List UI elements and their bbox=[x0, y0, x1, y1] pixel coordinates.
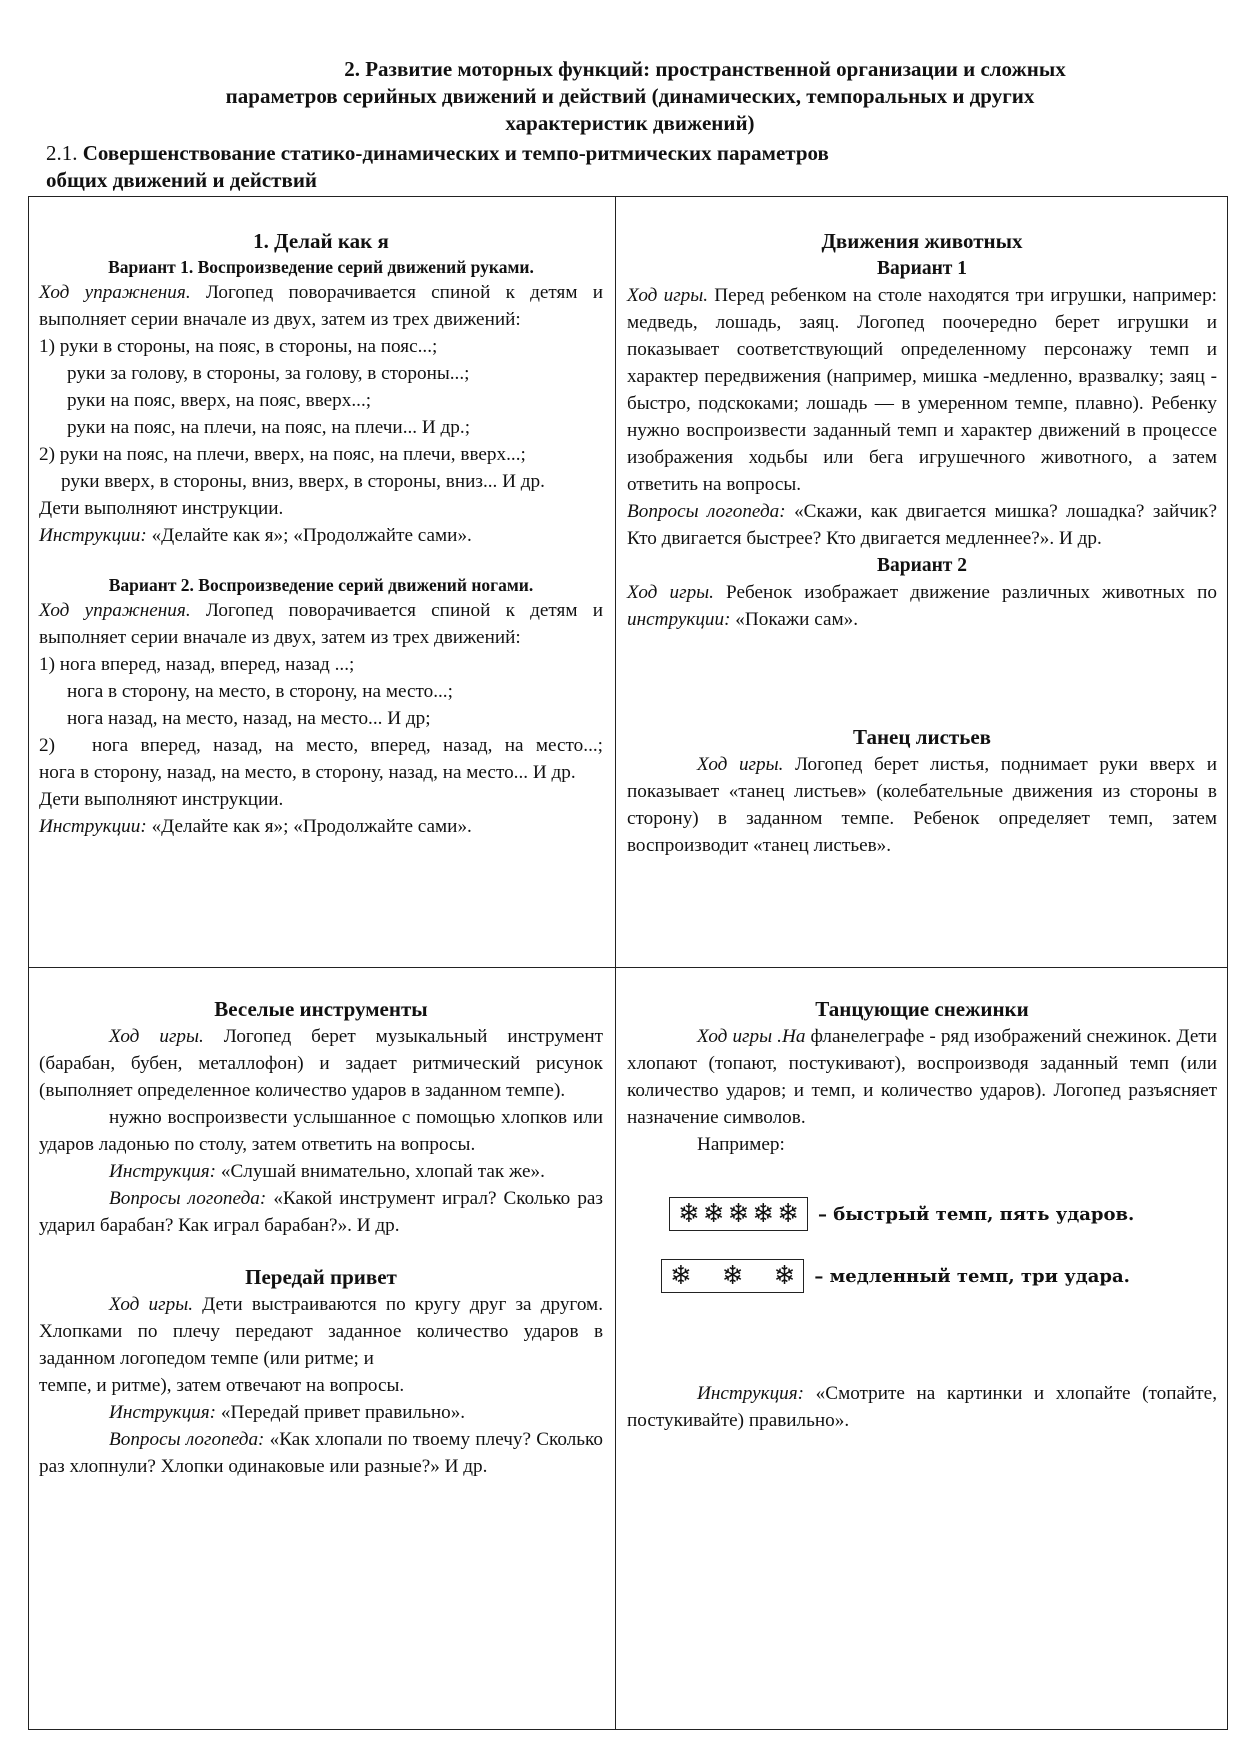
course-text: Логопед поворачивается спиной к детям и выполняет серии вначале из двух, затем из трех движений: bbox=[39, 282, 603, 330]
subsection-title-line: Совершенствование статико-динамических и темпо-ритмических параметров bbox=[82, 141, 829, 165]
list-item: руки за голову, в стороны, за голову, в стороны...; bbox=[67, 363, 470, 384]
course-label: Ход игры. bbox=[697, 754, 784, 775]
subsection-number: 2.1. bbox=[46, 141, 78, 165]
course-text: Перед ребенком на столе находятся три игрушки, например: медведь, лошадь, заяц. Логопед поочередно берет игрушки и показывает соответствующий определенному персонажу темп и характер передвижения (например, мишка -медленно, вразвалку; заяц - быстро, подскоками; лошадь — в умеренном темпе, плавно). Ребенку нужно воспроизвести заданный темп и характер движений в процессе изображения ходьбы или бега игрушечного животного, а затем ответить на вопросы. bbox=[627, 285, 1217, 495]
course-text: фланелеграфе - ряд изображений снежинок. Дети хлопают (топают, постукивают), воспроизводя заданный темп (или количество ударов; и темп, и количество ударов). Логопед разъясняет назначение символов. bbox=[627, 1026, 1217, 1128]
course-label: Ход игры .На bbox=[697, 1026, 806, 1047]
list-item: руки на пояс, на плечи, на пояс, на плечи... И др.; bbox=[67, 417, 471, 438]
instructions-label: Инструкция: bbox=[697, 1383, 805, 1404]
instructions-label: инструкции: bbox=[627, 609, 731, 630]
questions-label: Вопросы логопеда: bbox=[109, 1188, 267, 1209]
cell-merry-instruments bbox=[39, 995, 603, 1480]
instructions-text: «Покажи сам». bbox=[730, 609, 859, 630]
tempo-symbol-slow bbox=[661, 1256, 1217, 1296]
exercise-title: Движения животных bbox=[821, 229, 1023, 253]
course-text: Логопед берет музыкальный инструмент (барабан, бубен, металлофон) и задает ритмический рисунок (выполняет определенное количество ударов в заданном темпе). bbox=[39, 1026, 603, 1101]
exercise-title: Танец листьев bbox=[852, 725, 992, 749]
column-divider bbox=[615, 197, 616, 1729]
instructions-text: «Слушай внимательно, хлопай так же». bbox=[216, 1161, 545, 1182]
instructions-label: Инструкция: bbox=[109, 1402, 217, 1423]
game-course bbox=[627, 751, 1217, 859]
snowflake-icon: ❄ bbox=[721, 1261, 744, 1290]
exercise-course bbox=[39, 279, 603, 333]
course-text: Логопед берет листья, поднимает руки вверх и показывает «танец листьев» (колебательные движения из стороны в сторону) в заданном темпе. Ребенок определяет темп, затем воспроизводит «танец листьев». bbox=[627, 754, 1217, 856]
list-item: руки вверх, в стороны, вниз, вверх, в стороны, вниз... И др. bbox=[61, 471, 545, 492]
instructions-text: «Передай привет правильно». bbox=[216, 1402, 466, 1423]
instructions-label: Инструкции: bbox=[39, 525, 147, 546]
section-title-line: параметров серийных движений и действий (динамических, темпоральных и других bbox=[225, 84, 1035, 108]
course-label: Ход игры. bbox=[109, 1294, 194, 1315]
instructions bbox=[627, 1380, 1217, 1434]
snowflake-icon: ❄ bbox=[777, 1199, 799, 1228]
instructions bbox=[39, 1399, 603, 1426]
game-course bbox=[39, 1291, 603, 1372]
cell-animal-movements bbox=[627, 227, 1217, 859]
task-text: нужно воспроизвести услышанное с помощью хлопков или ударов ладонью по столу, затем ответить на вопросы. bbox=[39, 1107, 603, 1155]
instructions-text: «Смотрите на картинки и хлопайте (топайте, постукивайте) правильно». bbox=[627, 1383, 1217, 1431]
instructions-label: Инструкции: bbox=[39, 816, 147, 837]
snowflake-icon: ❄ bbox=[670, 1261, 692, 1290]
tempo-symbol-fast bbox=[669, 1194, 1217, 1234]
list-item: нога в сторону, на место, в сторону, на место...; bbox=[67, 681, 453, 702]
example-text: Например: bbox=[697, 1134, 785, 1155]
game-course-cont: темпе, и ритме), затем отвечают на вопросы. bbox=[39, 1375, 405, 1396]
snowflake-icon: ❄ bbox=[678, 1199, 700, 1228]
questions-label: Вопросы логопеда: bbox=[109, 1429, 265, 1450]
game-course bbox=[627, 282, 1217, 498]
course-label: Ход упражнения. bbox=[39, 600, 191, 621]
list-item: 2) нога вперед, назад, на место, вперед, назад, на место...; нога в сторону, назад, на место, в сторону, назад, на место... И др. bbox=[39, 735, 714, 783]
cell-dancing-snowflakes bbox=[627, 995, 1217, 1434]
questions bbox=[39, 1185, 603, 1239]
list-item: руки на пояс, вверх, на пояс, вверх...; bbox=[67, 390, 372, 411]
variant-heading: Вариант 1 bbox=[876, 258, 968, 279]
course-label: Ход упражнения. bbox=[39, 282, 191, 303]
row-divider bbox=[29, 967, 1227, 968]
questions bbox=[39, 1426, 603, 1480]
course-text: Дети выстраиваются по кругу друг за другом. Хлопками по плечу передают заданное количество ударов в заданном логопедом темпе (или ритме; и bbox=[39, 1294, 603, 1369]
instructions bbox=[39, 1158, 603, 1185]
snowflake-icon: ❄ bbox=[752, 1199, 775, 1228]
course-label: Ход игры. bbox=[627, 285, 709, 306]
game-course bbox=[39, 1023, 603, 1104]
subsection-title-line: общих движений и действий bbox=[46, 168, 318, 192]
exercise-course bbox=[39, 597, 603, 651]
questions-label: Вопросы логопеда: bbox=[627, 501, 786, 522]
questions-text: «Скажи, как двигается мишка? лошадка? зайчик? Кто двигается быстрее? Кто двигается медленнее?». И др. bbox=[627, 501, 1217, 549]
variant-heading: Вариант 2 bbox=[876, 555, 968, 576]
exercise-title: Передай привет bbox=[245, 1265, 397, 1289]
section-title bbox=[0, 56, 1240, 137]
tempo-label: – медленный темп, три удара. bbox=[814, 1265, 1130, 1287]
questions-text: «Какой инструмент играл? Сколько раз ударил барабан? Как играл барабан?». И др. bbox=[39, 1188, 604, 1236]
instructions-text: «Делайте как я»; «Продолжайте сами». bbox=[146, 816, 472, 837]
list-item: нога назад, на место, назад, на место... И др; bbox=[67, 708, 431, 729]
variant-heading: Вариант 2. Воспроизведение серий движений ногами. bbox=[108, 575, 534, 595]
questions-text: «Как хлопали по твоему плечу? Сколько раз хлопнули? Хлопки одинаковые или разные?» И др. bbox=[39, 1429, 604, 1477]
section-title-line: 2. Развитие моторных функций: пространственной организации и сложных bbox=[344, 57, 1066, 81]
questions bbox=[627, 498, 1217, 552]
exercise-title: 1. Делай как я bbox=[253, 229, 389, 253]
course-label: Ход игры. bbox=[627, 582, 714, 603]
game-task bbox=[39, 1104, 603, 1158]
variant-heading: Вариант 1. Воспроизведение серий движений руками. bbox=[108, 257, 534, 277]
children-note: Дети выполняют инструкции. bbox=[39, 498, 284, 519]
children-note: Дети выполняют инструкции. bbox=[39, 789, 284, 810]
list-item: 1) руки в стороны, на пояс, в стороны, на пояс...; bbox=[39, 336, 438, 357]
snowflake-icon: ❄ bbox=[702, 1199, 725, 1228]
instructions bbox=[39, 813, 603, 840]
course-text: Логопед поворачивается спиной к детям и выполняет серии вначале из двух, затем из трех движений: bbox=[39, 600, 603, 648]
game-course bbox=[627, 579, 1217, 633]
example-label bbox=[627, 1131, 1217, 1158]
list-item: 1) нога вперед, назад, вперед, назад ...; bbox=[39, 654, 355, 675]
game-course bbox=[627, 1023, 1217, 1131]
exercise-title: Танцующие снежинки bbox=[815, 997, 1029, 1021]
instructions bbox=[39, 522, 603, 549]
snowflake-icon: ❄ bbox=[773, 1261, 796, 1290]
subsection-title bbox=[46, 140, 1046, 194]
tempo-label: – быстрый темп, пять ударов. bbox=[817, 1203, 1135, 1225]
section-title-line: характеристик движений) bbox=[505, 111, 755, 135]
course-label: Ход игры. bbox=[109, 1026, 204, 1047]
snowflake-icon: ❄ bbox=[727, 1199, 750, 1228]
exercise-table bbox=[28, 196, 1228, 1730]
instructions-text: «Делайте как я»; «Продолжайте сами». bbox=[146, 525, 472, 546]
exercise-title: Веселые инструменты bbox=[214, 997, 428, 1021]
instructions-label: Инструкция: bbox=[109, 1161, 217, 1182]
snowflake-box bbox=[661, 1259, 804, 1293]
list-item: 2) руки на пояс, на плечи, вверх, на пояс, на плечи, вверх...; bbox=[39, 444, 526, 465]
snowflake-box bbox=[669, 1197, 808, 1231]
course-text: Ребенок изображает движение различных животных по bbox=[713, 582, 1217, 603]
